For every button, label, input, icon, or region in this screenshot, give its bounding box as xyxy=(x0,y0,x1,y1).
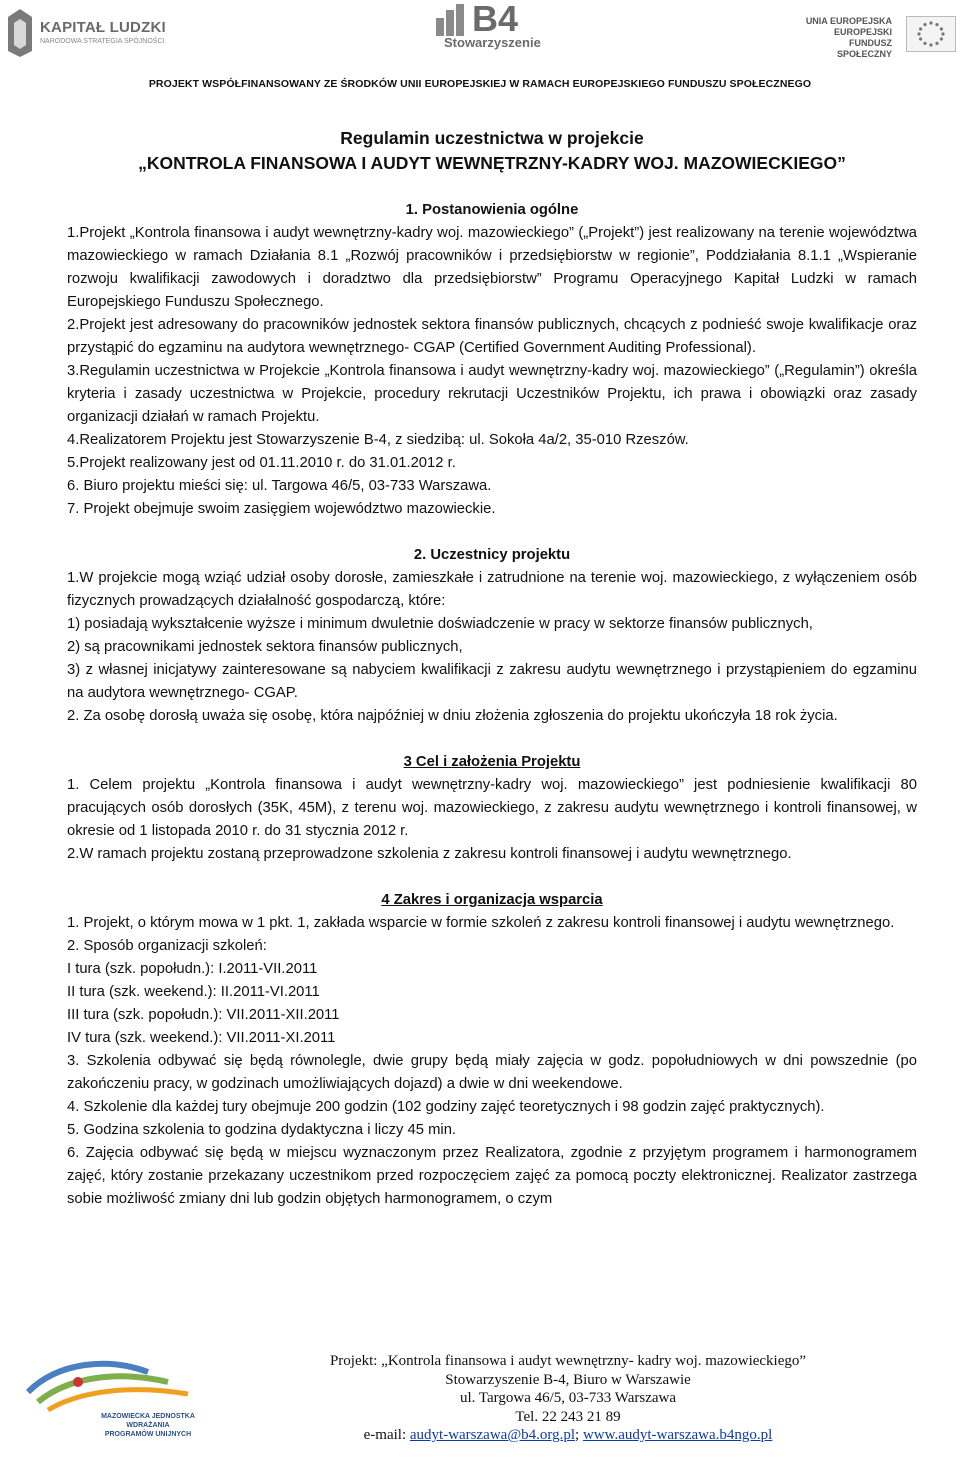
mjwpu-logo-line2: WDRAŻANIA xyxy=(126,1422,170,1429)
section2-paragraph: 3) z własnej inicjatywy zainteresowane są nabyciem kwalifikacji z zakresu audytu wewnętrznego i przystąpieniem do egzaminu na audytora wewnętrznego- CGAP. xyxy=(67,662,917,701)
section1-heading: 1. Postanowienia ogólne xyxy=(405,202,579,218)
kapital-ludzki-title: KAPITAŁ LUDZKI xyxy=(40,19,166,36)
section4-paragraph: 4. Szkolenie dla każdej tury obejmuje 200 godzin (102 godziny zajęć teoretycznych i 98 godzin zajęć praktycznych). xyxy=(67,1099,825,1115)
section1-paragraph: 1.Projekt „Kontrola finansowa i audyt wewnętrzny-kadry woj. mazowieckiego” („Projekt”) jest realizowany na terenie województwa mazowieckiego w ramach Działania 8.1 „Rozwój pracowników i przedsiębiorstw w regionie”, Poddziałania 8.1.1 „Wspieranie rozwoju kwalifikacji zawodowych i doradztwo dla przedsiębiorstw” Programu Operacyjnego Kapitał Ludzki w ramach Europejskiego Funduszu Społecznego. xyxy=(67,225,917,310)
footer-address: ul. Targowa 46/5, 03-733 Warszawa xyxy=(459,1390,677,1406)
section1-paragraph: 3.Regulamin uczestnictwa w Projekcie „Kontrola finansowa i audyt wewnętrzny-kadry woj. mazowieckiego” („Regulamin”) określa kryteria i zasady uczestnictwa w Projekcie, procedury rekrutacji Uczestników Projektu, ich prawa i obowiązki oraz zasady organizacji działań w ramach Projektu. xyxy=(67,363,917,425)
footer-organization: Stowarzyszenie B-4, Biuro w Warszawie xyxy=(445,1371,691,1388)
footer-email-link[interactable]: audyt-warszawa@b4.org.pl xyxy=(409,1427,576,1443)
eu-logo-line1: UNIA EUROPEJSKA xyxy=(805,16,892,26)
section1-paragraph: 2.Projekt jest adresowany do pracowników jednostek sektora finansów publicznych, chcących z podnieść swoje kwalifikacje oraz przystąpić do egzaminu na audytora wewnętrznego- CGAP (Certified Government Auditing Professional). xyxy=(67,317,917,356)
section4-schedule-item: I tura (szk. popołudn.): I.2011-VII.2011 xyxy=(67,961,318,977)
kapital-ludzki-logo xyxy=(6,4,176,60)
section4-paragraph: 5. Godzina szkolenia to godzina dydaktyczna i liczy 45 min. xyxy=(67,1122,457,1138)
kapital-ludzki-subtitle: NARODOWA STRATEGIA SPÓJNOŚCI xyxy=(40,38,165,45)
eu-logo xyxy=(800,14,960,59)
footer-phone: Tel. 22 243 21 89 xyxy=(515,1408,621,1425)
section3-paragraph: 2.W ramach projektu zostaną przeprowadzone szkolenia z zakresu kontroli finansowej i audytu wewnętrznego. xyxy=(67,846,792,862)
b4-logo-title: B4 xyxy=(472,0,519,39)
eu-flag-icon xyxy=(906,16,956,52)
footer-project-name: Projekt: „Kontrola finansowa i audyt wewnętrzny- kadry woj. mazowieckiego” xyxy=(329,1353,807,1369)
section3-paragraph: 1. Celem projektu „Kontrola finansowa i audyt wewnętrzny-kadry woj. mazowieckiego” jest podniesienie kwalifikacji 80 pracujących osób dorosłych (35K, 45M), z terenu woj. mazowieckiego, z zakresu audytu wewnętrznego i kontroli finansowej, w okresie od 1 listopada 2010 r. do 31 stycznia 2012 r. xyxy=(67,777,917,839)
section2-paragraph: 1.W projekcie mogą wziąć udział osoby dorosłe, zamieszkałe i zatrudnione na terenie woj. mazowieckiego, z wyłączeniem osób fizycznych prowadzących działalność gospodarczą, które: xyxy=(67,570,917,609)
section3-heading: 3 Cel i założenia Projektu xyxy=(403,754,581,770)
section4-schedule-item: III tura (szk. popołudn.): VII.2011-XII.2011 xyxy=(67,1007,340,1023)
mjwpu-emblem-icon xyxy=(18,1352,218,1412)
page-header xyxy=(0,0,960,100)
section1-paragraph: 6. Biuro projektu mieści się: ul. Targowa 46/5, 03-733 Warszawa. xyxy=(67,478,492,494)
section4-paragraph: 2. Sposób organizacji szkoleń: xyxy=(67,938,267,954)
document-title-line2: „KONTROLA FINANSOWA I AUDYT WEWNĘTRZNY-KADRY WOJ. MAZOWIECKIEGO” xyxy=(138,153,846,173)
section2-paragraph: 2) są pracownikami jednostek sektora finansów publicznych, xyxy=(67,639,463,655)
mjwpu-logo xyxy=(18,1352,218,1447)
b4-logo xyxy=(436,0,541,50)
footer-email-prefix: e-mail: xyxy=(363,1427,410,1443)
section4-schedule-item: IV tura (szk. weekend.): VII.2011-XI.2011 xyxy=(67,1030,336,1046)
section4-paragraph: 1. Projekt, o którym mowa w 1 pkt. 1, zakłada wsparcie w formie szkoleń z zakresu kontroli finansowej i audytu wewnętrznego. xyxy=(67,915,895,931)
b4-emblem-icon xyxy=(436,4,470,36)
section1-paragraph: 7. Projekt obejmuje swoim zasięgiem województwo mazowieckie. xyxy=(67,501,496,517)
section2-paragraph: 2. Za osobę dorosłą uważa się osobę, która najpóźniej w dniu złożenia zgłoszenia do projektu ukończyła 18 rok życia. xyxy=(67,708,838,724)
eu-logo-line2: EUROPEJSKI xyxy=(833,27,892,37)
eu-logo-line3: FUNDUSZ SPOŁECZNY xyxy=(836,38,892,59)
section1-paragraph: 4.Realizatorem Projektu jest Stowarzyszenie B-4, z siedzibą: ul. Sokoła 4a/2, 35-010 Rzeszów. xyxy=(67,432,689,448)
b4-logo-subtitle: Stowarzyszenie xyxy=(444,35,541,50)
cofinancing-caption: PROJEKT WSPÓŁFINANSOWANY ZE ŚRODKÓW UNII EUROPEJSKIEJ W RAMACH EUROPEJSKIEGO FUNDUSZU SPOŁECZNEGO xyxy=(148,78,812,90)
section1-paragraph: 5.Projekt realizowany jest od 01.11.2010 r. do 31.01.2012 r. xyxy=(67,455,456,471)
section4-schedule-item: II tura (szk. weekend.): II.2011-VI.2011 xyxy=(67,984,320,1000)
section4-heading: 4 Zakres i organizacja wsparcia xyxy=(381,892,603,908)
section4-paragraph: 6. Zajęcia odbywać się będą w miejscu wyznaczonym przez Realizatora, zgodnie z przyjętym programem i harmonogramem zajęć, który zostanie przekazany uczestnikom przed rozpoczęciem zajęć za pomocą poczty elektronicznej. Realizator zastrzega sobie możliwość zmiany dni lub godzin objętych harmonogramem, o czym xyxy=(67,1145,917,1207)
document-title-line1: Regulamin uczestnictwa w projekcie xyxy=(340,128,644,148)
mjwpu-logo-line1: MAZOWIECKA JEDNOSTKA xyxy=(101,1413,195,1420)
section4-paragraph: 3. Szkolenia odbywać się będą równolegle, dwie grupy będą miały zajęcia w godz. popołudniowych w dni powszednie (po zakończeniu pracy, w godzinach umożliwiających dojazd) a dwie w dni weekendowe. xyxy=(67,1053,917,1092)
kapital-ludzki-emblem-icon xyxy=(6,7,34,57)
footer-website-link[interactable]: www.audyt-warszawa.b4ngo.pl xyxy=(582,1427,773,1443)
footer-email-line xyxy=(278,1426,858,1445)
regulation-document xyxy=(67,126,917,1211)
mjwpu-logo-line3: PROGRAMÓW UNIJNYCH xyxy=(104,1431,192,1438)
section2-heading: 2. Uczestnicy projektu xyxy=(413,547,571,563)
footer-contact xyxy=(278,1352,858,1445)
section2-paragraph: 1) posiadają wykształcenie wyższe i minimum dwuletnie doświadczenie w pracy w sektorze finansów publicznych, xyxy=(67,616,813,632)
footer-separator: ; xyxy=(575,1427,583,1443)
